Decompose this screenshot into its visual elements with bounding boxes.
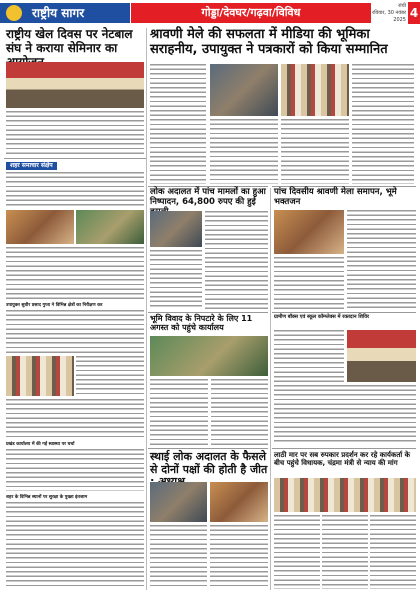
- story-5-text-2: [76, 356, 144, 396]
- story-2-text-col-3: [281, 119, 349, 184]
- story-8-photo-2: [210, 482, 268, 522]
- story-7-photo: [347, 330, 416, 382]
- story-4-headline: पांच दिवसीय श्रावणी मेला समापन, भूमे भक्तजन: [274, 187, 397, 207]
- story-10-headline: प्रखंड कार्यालय में की गई स्वास्थ्य पर चर्चा: [6, 442, 75, 447]
- brief-photo-2: [76, 210, 144, 244]
- story-6-text-col-1: [150, 379, 208, 445]
- story-4-photo: [274, 210, 344, 254]
- column-rule: [270, 188, 271, 590]
- divider: [272, 312, 416, 313]
- story-7-text-col-1: [274, 330, 344, 382]
- story-8-text-col-1: [150, 525, 207, 589]
- brand-name: राष्ट्रीय सागर: [32, 6, 85, 20]
- story-6-photo: [150, 336, 268, 376]
- story-5-text: [6, 310, 144, 354]
- story-11-headline: शहर के विभिन्न स्थानों पर सुरक्षा के पुख्ता इंतजाम: [6, 495, 88, 500]
- story-7-text-col-2: [274, 385, 416, 445]
- story-3-photo: [150, 211, 202, 247]
- brief-box-text-2: [6, 247, 144, 299]
- divider: [4, 158, 146, 159]
- story-2-text-col-2: [210, 119, 278, 184]
- story-2-text-col-4: [352, 64, 414, 184]
- story-2-text-col-1: [150, 64, 206, 184]
- edition-info: [372, 3, 408, 23]
- story-3-text-col-1: [150, 250, 202, 310]
- brief-photo-1: [6, 210, 74, 244]
- story-2-photo-2: [281, 64, 349, 116]
- story-8-text-col-2: [210, 525, 268, 589]
- story-2-headline: श्रावणी मेले की सफलता में मीडिया की भूमिका सराहनीय, उपायुक्त ने पत्रकारों को किया सम्मानित: [150, 27, 388, 57]
- story-3-headline: लोक अदालत में पांच मामलों का हुआ निष्पादन, 64,800 रुपए की हुई: [150, 187, 266, 207]
- story-6-headline: भूमि विवाद के निपटारे के लिए 11 अगस्त को पहुंचे कार्यालय: [150, 314, 253, 333]
- story-8-headline: स्थाई लोक अदालत के फैसले से दोनों पक्षों की होती है जीत: [150, 450, 268, 476]
- brief-box-title: शहर समाचार संक्षेप: [6, 162, 57, 170]
- story-1-text: [6, 111, 144, 156]
- story-9-text-col-1: [274, 515, 320, 589]
- masthead: [0, 0, 420, 26]
- edition-date: रविवार, 30 नवंबर 2025: [372, 10, 406, 23]
- story-6-text-col-2: [211, 379, 268, 445]
- story-5-headline: उपायुक्त सुधीर प्रसाद गुप्ता ने विभिन्न क्षेत्रों का निरीक्षण कर: [6, 303, 103, 308]
- story-4-text-col-1: [274, 257, 344, 310]
- story-4-text-col-2: [347, 210, 416, 310]
- brief-box-text: [6, 172, 144, 208]
- story-2-photo-1: [210, 64, 278, 116]
- story-5-photo-1: [6, 356, 74, 396]
- story-3-text-col-2: [205, 211, 268, 310]
- edition-city: रांची: [398, 3, 406, 9]
- column-rule: [146, 28, 147, 590]
- story-5-text-3: [6, 399, 144, 439]
- divider: [272, 448, 416, 449]
- page-number: 4: [408, 2, 420, 24]
- story-10-text: [6, 449, 144, 491]
- brand-logo-icon: [6, 5, 22, 21]
- story-9-text-col-2: [322, 515, 368, 589]
- story-11-text: [6, 502, 144, 588]
- divider: [148, 312, 268, 313]
- story-1-headline: राष्ट्रीय खेल दिवस पर नेटबाल संघ ने कराया सेमिनार का: [6, 27, 133, 55]
- story-9-text-col-3: [370, 515, 416, 589]
- section-title: गोड्डा/देवघर/गढ़वा/विविध: [131, 3, 371, 23]
- brand-banner: [0, 3, 130, 23]
- story-9-photo: [274, 478, 416, 512]
- story-7-headline: ग्रामीण बॉक्स एवं स्कूल कॉम्प्लेक्स में रक्तदान शिविर: [274, 314, 370, 320]
- divider: [148, 448, 268, 449]
- story-8-photo-1: [150, 482, 207, 522]
- story-1-photo: [6, 62, 144, 108]
- story-9-headline: लाठी मार पर सब रुपकार प्रदर्शन कर रहे कार्यकर्ता के बीच पहुंचे विधायक, चंद्रमा मंत्री से न्याय की मांग: [274, 451, 410, 468]
